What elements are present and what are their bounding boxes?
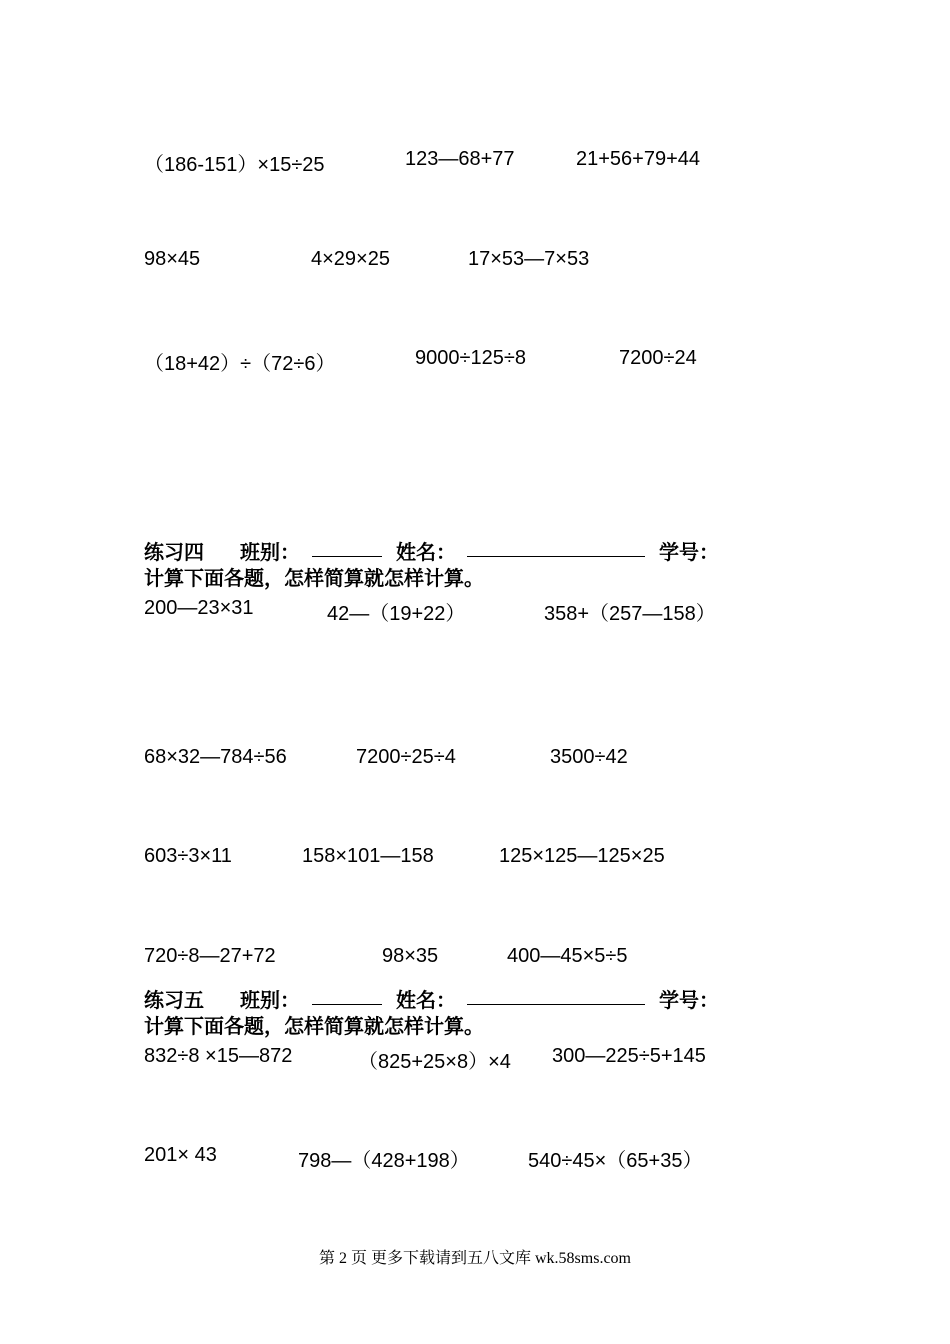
instruction-text: 计算下面各题，怎样简算就怎样计算。 (144, 1016, 484, 1038)
math-problem: （18+42）÷（72÷6） (144, 353, 336, 375)
page-footer: 第 2 页 更多下载请到五八文库 wk.58sms.com (318, 1250, 631, 1267)
math-problem: 17×53—7×53 (468, 248, 590, 270)
math-problem: 798—（428+198） (298, 1150, 470, 1172)
math-problem: 603÷3×11 (144, 845, 232, 867)
class-blank (312, 984, 382, 1005)
name-label: 姓名： (396, 990, 456, 1012)
math-problem: 300—225÷5+145 (552, 1045, 706, 1067)
math-problem: 125×125—125×25 (499, 845, 665, 867)
name-blank (467, 536, 645, 557)
math-problem: 3500÷42 (550, 746, 628, 768)
class-label: 班别： (240, 542, 300, 564)
id-label: 学号： (659, 990, 719, 1012)
math-problem: 7200÷24 (619, 347, 697, 369)
name-blank (467, 984, 645, 1005)
math-problem: 200—23×31 (144, 597, 254, 619)
math-problem: 4×29×25 (311, 248, 390, 270)
class-label: 班别： (240, 990, 300, 1012)
math-problem: 9000÷125÷8 (415, 347, 526, 369)
math-problem: 98×35 (382, 945, 439, 967)
section-title: 练习五 (144, 990, 204, 1012)
math-problem: 42—（19+22） (327, 603, 466, 625)
math-problem: 158×101—158 (302, 845, 434, 867)
math-problem: 21+56+79+44 (576, 148, 701, 170)
math-problem: 7200÷25÷4 (356, 746, 456, 768)
math-problem: （825+25×8）×4 (358, 1051, 511, 1073)
math-problem: 123—68+77 (405, 148, 515, 170)
math-problem: 201× 43 (144, 1144, 217, 1166)
instruction-text: 计算下面各题，怎样简算就怎样计算。 (144, 568, 484, 590)
math-problem: 400—45×5÷5 (507, 945, 628, 967)
math-problem: 832÷8 ×15—872 (144, 1045, 293, 1067)
math-problem: 68×32—784÷56 (144, 746, 287, 768)
section-title: 练习四 (144, 542, 204, 564)
math-problem: 98×45 (144, 248, 201, 270)
math-problem: 540÷45×（65+35） (528, 1150, 703, 1172)
class-blank (312, 536, 382, 557)
math-problem: 358+（257—158） (544, 603, 716, 625)
name-label: 姓名： (396, 542, 456, 564)
math-problem: （186-151）×15÷25 (144, 154, 325, 176)
id-label: 学号： (659, 542, 719, 564)
math-problem: 720÷8—27+72 (144, 945, 276, 967)
